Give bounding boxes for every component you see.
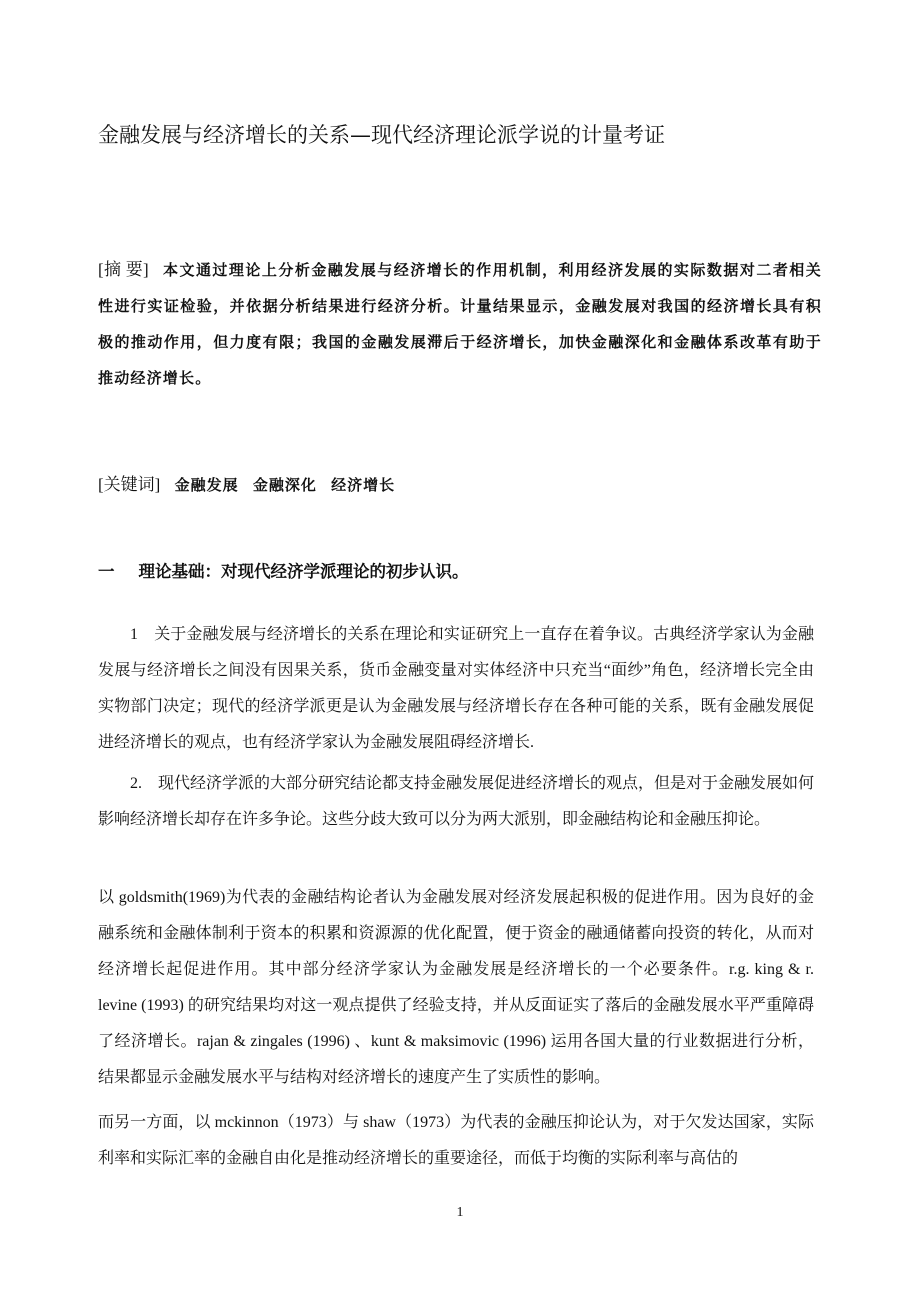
abstract	[98, 252, 822, 396]
keyword: 金融发展	[174, 476, 239, 494]
section-heading	[98, 557, 822, 587]
abstract-label: [摘 要]	[98, 260, 149, 279]
paragraph: 2. 现代经济学派的大部分研究结论都支持金融发展促进经济增长的观点，但是对于金融发展如何影响经济增长却存在许多争论。这些分歧大致可以分为两大派别，即金融结构论和金融压抑论。	[98, 775, 815, 828]
keywords-label: [关键词]	[98, 475, 161, 494]
section-title: 理论基础：对现代经济学派理论的初步认识。	[138, 562, 469, 581]
keyword: 金融深化	[252, 476, 317, 494]
keywords	[98, 470, 822, 500]
paragraph: 而另一方面，以 mckinnon（1973）与 shaw（1973）为代表的金融压抑论认为，对于欠发达国家，实际利率和实际汇率的金融自由化是推动经济增长的重要途径，而低于均衡的实际利率与高估的	[98, 1114, 814, 1167]
keyword: 经济增长	[331, 476, 396, 494]
abstract-text: 本文通过理论上分析金融发展与经济增长的作用机制，利用经济发展的实际数据对二者相关性进行实证检验，并依据分析结果进行经济分析。计量结果显示，金融发展对我国的经济增长具有积极的推动作用，但力度有限；我国的金融发展滞后于经济增长，加快金融深化和金融体系改革有助于推动经济增长。	[98, 261, 822, 387]
page-number: 1	[456, 1205, 464, 1220]
section-number: 一	[98, 562, 115, 581]
paragraph: 1 关于金融发展与经济增长的关系在理论和实证研究上一直存在着争议。古典经济学家认为金融发展与经济增长之间没有因果关系，货币金融变量对实体经济中只充当“面纱”角色，经济增长完全由实物部门决定；现代的经济学派更是认为金融发展与经济增长存在各种可能的关系，既有金融发展促进经济增长的观点，也有经济学家认为金融发展阻碍经济增长.	[98, 626, 814, 751]
document-title: 金融发展与经济增长的关系—现代经济理论派学说的计量考证	[98, 123, 665, 147]
paragraph: 以 goldsmith(1969)为代表的金融结构论者认为金融发展对经济发展起积极的促进作用。因为良好的金融系统和金融体制利于资本的积累和资源源的优化配置，便于资金的融通储蓄向投资的转化，从而对经济增长起促进作用。其中部分经济学家认为金融发展是经济增长的一个必要条件。r.g. king & r. levine (1993) 的研究结果均对这一观点提供了经验支持，并从反面证实了落后的金融发展水平严重障碍了经济增长。rajan & zingales (1996) 、kunt & maksimovic (1996) 运用各国大量的行业数据进行分析，结果都显示金融发展水平与结构对经济增长的速度产生了实质性的影响。	[98, 889, 814, 1086]
